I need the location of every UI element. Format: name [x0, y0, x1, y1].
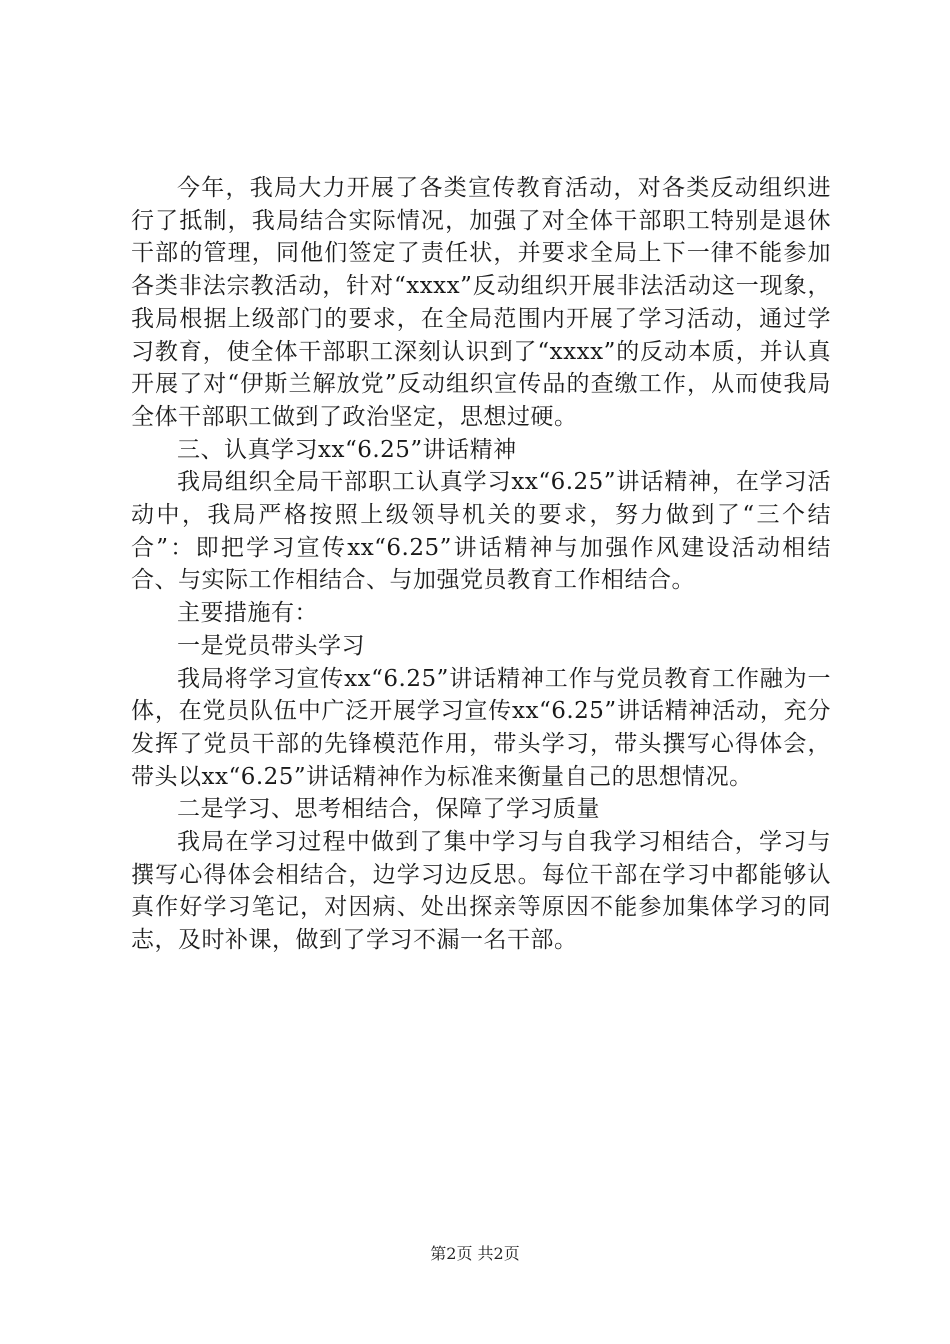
section-heading-study-speech: 三、认真学习xx“6.25”讲话精神 [177, 436, 517, 463]
document-body [131, 172, 831, 957]
paragraph-three-combinations: 我局组织全局干部职工认真学习xx“6.25”讲话精神，在学习活动中，我局严格按照上级领导机关的要求，努力做到了“三个结合”：即把学习宣传xx“6.25”讲话精神与加强作风建设活动相结合、与实际工作相结合、与加强党员教育工作相结合。 [131, 469, 831, 594]
paragraph-party-members-lead: 我局将学习宣传xx“6.25”讲话精神工作与党员教育工作融为一体，在党员队伍中广泛开展学习宣传xx“6.25”讲话精神活动，充分发挥了党员干部的先锋模范作用，带头学习，带头撰写心得体会，带头以xx“6.25”讲话精神作为标准来衡量自己的思想情况。 [131, 665, 831, 790]
subheading-party-members-lead: 一是党员带头学习 [177, 632, 365, 659]
subheading-main-measures: 主要措施有： [177, 600, 318, 627]
subheading-study-reflection: 二是学习、思考相结合，保障了学习质量 [177, 796, 600, 823]
paragraph-propaganda-education: 今年，我局大力开展了各类宣传教育活动，对各类反动组织进行了抵制，我局结合实际情况，加强了对全体干部职工特别是退休干部的管理，同他们签定了责任状，并要求全局上下一律不能参加各类非法宗教活动，针对“xxxx”反动组织开展非法活动这一现象，我局根据上级部门的要求，在全局范围内开展了学习活动，通过学习教育，使全体干部职工深刻认识到了“xxxx”的反动本质，并认真开展了对“伊斯兰解放党”反动组织宣传品的查缴工作，从而使我局全体干部职工做到了政治坚定，思想过硬。 [131, 175, 831, 430]
paragraph-study-quality: 我局在学习过程中做到了集中学习与自我学习相结合，学习与撰写心得体会相结合，边学习边反思。每位干部在学习中都能够认真作好学习笔记，对因病、处出探亲等原因不能参加集体学习的同志，及时补课，做到了学习不漏一名干部。 [131, 829, 831, 954]
page-number-footer: 第2页 共2页 [430, 1244, 520, 1263]
